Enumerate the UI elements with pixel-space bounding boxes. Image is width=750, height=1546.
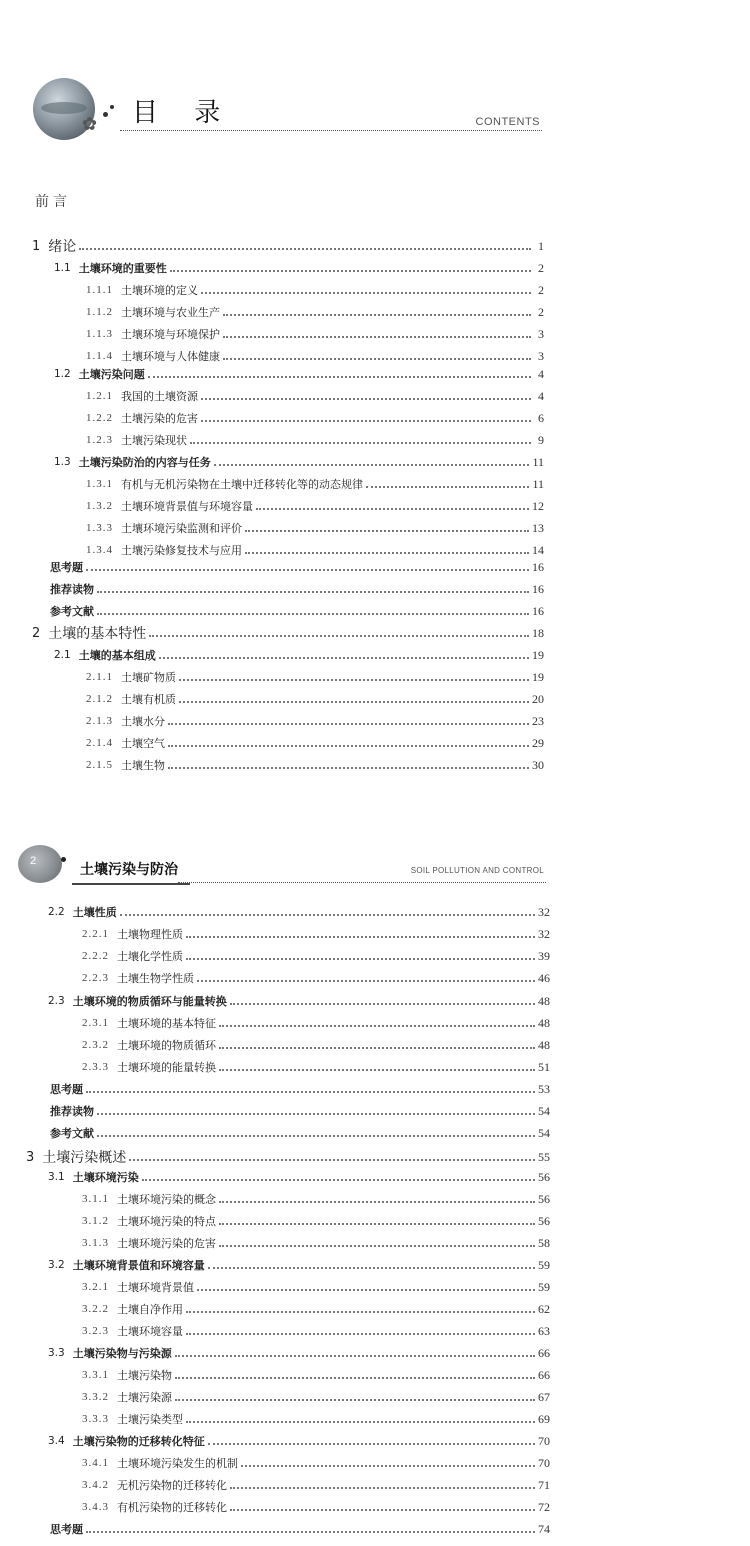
toc-entry-page: 72	[538, 1499, 550, 1514]
toc-entry-title: 土壤环境的物质循环与能量转换	[72, 995, 227, 1008]
toc-entry-page: 2	[538, 304, 544, 319]
toc-entry-title: 土壤矿物质	[121, 671, 176, 684]
toc-entry-title: 土壤环境容量	[117, 1325, 183, 1338]
toc-entry-page: 19	[532, 647, 544, 662]
flower-icon: ✿	[82, 114, 98, 135]
dot-leader	[129, 1159, 535, 1161]
toc-entry-number: 2.1.3	[86, 715, 113, 727]
toc-entry[interactable]	[82, 1299, 550, 1319]
toc-page2-header	[18, 845, 546, 890]
toc-entry-number: 3.2.1	[82, 1281, 109, 1293]
toc-entry-number: 3.1.3	[82, 1237, 109, 1249]
toc-entry[interactable]	[86, 408, 544, 428]
dot-leader	[186, 936, 535, 938]
dot-leader	[241, 1465, 535, 1467]
toc-entry-title: 土壤环境背景值与环境容量	[121, 500, 253, 513]
dot-leader	[97, 1135, 535, 1137]
toc-entry[interactable]	[86, 346, 544, 366]
toc-entry-title: 土壤有机质	[121, 693, 176, 706]
toc-entry-title: 土壤空气	[121, 737, 165, 750]
toc-entry-title: 土壤污染问题	[78, 368, 145, 381]
toc-entry-page: 70	[538, 1433, 550, 1448]
toc-entry-title: 土壤环境与人体健康	[121, 350, 220, 363]
toc-entry[interactable]	[82, 1233, 550, 1253]
toc-entry-page: 16	[532, 559, 544, 574]
toc-entry-number: 3.4.2	[82, 1479, 109, 1491]
toc-entry[interactable]	[86, 689, 544, 709]
toc-entry-page: 30	[532, 757, 544, 772]
dot-leader	[219, 1047, 535, 1049]
toc-entry-title: 土壤环境的定义	[121, 284, 198, 297]
toc-entry-title: 土壤环境的能量转换	[117, 1061, 216, 1074]
toc-entry[interactable]	[86, 474, 544, 494]
toc-entry[interactable]	[50, 1079, 550, 1099]
toc-entry-title: 土壤污染物与污染源	[72, 1347, 172, 1360]
dot-leader	[214, 464, 530, 466]
toc-entry-title: 土壤物理性质	[117, 928, 183, 941]
toc-entry[interactable]	[86, 711, 544, 731]
toc-entry[interactable]	[86, 386, 544, 406]
page-title: 目 录	[132, 98, 235, 128]
toc-entry-title: 土壤环境背景值和环境容量	[72, 1259, 205, 1272]
toc-entry-title: 土壤生物学性质	[117, 972, 194, 985]
toc-entry-title: 土壤污染物的迁移转化特征	[72, 1435, 205, 1448]
toc-entry-title: 土壤环境的基本特征	[117, 1017, 216, 1030]
toc-entry-title: 土壤环境污染发生的机制	[117, 1457, 238, 1470]
dot-leader	[223, 314, 531, 316]
toc-entry-page: 11	[532, 454, 544, 469]
toc-entry[interactable]	[48, 1343, 550, 1363]
toc-entry-number: 2.3.2	[82, 1039, 109, 1051]
toc-entry-number: 3.3.1	[82, 1369, 109, 1381]
dot-leader	[179, 701, 529, 703]
toc-entry-page: 71	[538, 1477, 550, 1492]
toc-entry-page: 2	[538, 282, 544, 297]
toc-entry-page: 14	[532, 542, 544, 557]
toc-entry-number: 2.3	[48, 995, 65, 1007]
toc-entry-page: 12	[532, 498, 544, 513]
toc-entry-number: 2	[32, 625, 41, 641]
toc-entry-number: 3.3.3	[82, 1413, 109, 1425]
toc-entry-number: 2.1.1	[86, 671, 113, 683]
toc-entry-number: 1.2.2	[86, 412, 113, 424]
toc-entry-number: 3.4	[48, 1435, 65, 1447]
dot-leader	[159, 657, 529, 659]
toc-entry[interactable]	[32, 236, 544, 256]
toc-entry[interactable]	[82, 1013, 550, 1033]
toc-entry-number: 1.3	[54, 456, 71, 468]
toc-entry-number: 3.1.1	[82, 1193, 109, 1205]
dot-leader	[186, 1421, 535, 1423]
dot-leader	[208, 1267, 535, 1269]
toc-entry-title: 土壤环境污染的特点	[117, 1215, 216, 1228]
dot-leader	[148, 376, 531, 378]
dot-leader	[142, 1179, 535, 1181]
toc-entry-number: 3.1	[48, 1171, 65, 1183]
toc-entry-page: 1	[538, 238, 544, 253]
toc-entry-number: 1.3.1	[86, 478, 113, 490]
toc-entry-number: 2.2.3	[82, 972, 109, 984]
toc-entry-number: 2.1.5	[86, 759, 113, 771]
toc-entry[interactable]	[26, 1147, 550, 1167]
toc-entry-page: 20	[532, 691, 544, 706]
toc-entry-page: 46	[538, 970, 550, 985]
toc-entry-number: 1.2.3	[86, 434, 113, 446]
dot-leader	[97, 1113, 535, 1115]
toc-entry[interactable]	[82, 1387, 550, 1407]
toc-entry-title: 土壤污染现状	[121, 434, 187, 447]
page-number-label: 2	[30, 855, 37, 867]
toc-entry-title: 土壤污染类型	[117, 1413, 183, 1426]
dot-leader	[230, 1003, 535, 1005]
toc-entry-title: 土壤污染源	[117, 1391, 172, 1404]
dot-leader	[208, 1443, 535, 1445]
toc-entry-number: 2.2.1	[82, 928, 109, 940]
dot-leader	[175, 1355, 535, 1357]
running-title: 土壤污染与防治	[80, 859, 178, 879]
dot-leader	[79, 248, 531, 250]
toc-entry-title: 土壤自净作用	[117, 1303, 183, 1316]
toc-entry[interactable]	[82, 924, 550, 944]
toc-entry-page: 3	[538, 348, 544, 363]
toc-entry-page: 48	[538, 993, 550, 1008]
toc-entry-page: 3	[538, 326, 544, 341]
toc-entry-page: 32	[538, 926, 550, 941]
toc-entry-number: 2.3.1	[82, 1017, 109, 1029]
toc-entry[interactable]	[82, 1365, 550, 1385]
toc-entry[interactable]	[82, 1409, 550, 1429]
dot-leader	[97, 613, 529, 615]
toc-entry-number: 2.2	[48, 906, 65, 918]
toc-entry-title: 无机污染物的迁移转化	[117, 1479, 227, 1492]
toc-entry[interactable]	[48, 1255, 550, 1275]
dot-leader	[219, 1025, 535, 1027]
toc-entry[interactable]	[86, 430, 544, 450]
header-dotted-rule	[178, 882, 546, 883]
dot-leader	[219, 1201, 535, 1203]
toc-entry-title: 我国的土壤资源	[121, 390, 198, 403]
toc-entry-page: 32	[538, 904, 550, 919]
toc-page1-header	[30, 72, 542, 142]
toc-entry-title: 参考文献	[50, 1127, 94, 1140]
dot-leader	[245, 552, 529, 554]
toc-entry-page: 62	[538, 1301, 550, 1316]
toc-entry-page: 48	[538, 1037, 550, 1052]
toc-entry-title: 土壤污染的危害	[121, 412, 198, 425]
toc-entry-title: 土壤的基本特性	[48, 626, 147, 642]
toc-entry-page: 66	[538, 1345, 550, 1360]
toc-entry[interactable]	[50, 557, 544, 577]
toc-entry[interactable]	[50, 601, 544, 621]
toc-entry-number: 1.1.2	[86, 306, 113, 318]
toc-entry-number: 3	[26, 1149, 35, 1165]
toc-entry-page: 11	[532, 476, 544, 491]
toc-entry[interactable]	[82, 1211, 550, 1231]
dot-leader	[186, 958, 535, 960]
dot-leader	[179, 679, 529, 681]
toc-entry-page: 18	[532, 625, 544, 640]
dot-icon	[103, 112, 108, 117]
toc-entry[interactable]	[54, 364, 544, 384]
toc-entry-title: 土壤污染概述	[42, 1150, 127, 1166]
toc-entry-title: 土壤水分	[121, 715, 165, 728]
dot-leader	[201, 420, 531, 422]
toc-entry-number: 3.3	[48, 1347, 65, 1359]
toc-entry-number: 1.1.1	[86, 284, 113, 296]
toc-entry-page: 67	[538, 1389, 550, 1404]
dot-leader	[186, 1311, 535, 1313]
toc-entry-title: 土壤污染修复技术与应用	[121, 544, 242, 557]
toc-entry-number: 1.2.1	[86, 390, 113, 402]
dot-leader	[86, 1531, 535, 1533]
toc-entry[interactable]	[54, 645, 544, 665]
toc-entry-number: 3.1.2	[82, 1215, 109, 1227]
dot-leader	[170, 270, 531, 272]
toc-entry-title: 绪论	[48, 239, 77, 255]
toc-entry-number: 1	[32, 238, 41, 254]
dot-leader	[86, 569, 529, 571]
dot-leader	[256, 508, 529, 510]
dot-leader	[120, 914, 535, 916]
toc-entry-page: 56	[538, 1169, 550, 1184]
toc-entry-title: 推荐读物	[50, 1105, 94, 1118]
toc-entry-number: 1.1.3	[86, 328, 113, 340]
toc-entry-page: 13	[532, 520, 544, 535]
toc-entry[interactable]	[48, 1431, 550, 1451]
dot-icon	[110, 105, 114, 109]
dot-leader	[168, 723, 529, 725]
dot-leader	[245, 530, 529, 532]
toc-entry[interactable]	[48, 991, 550, 1011]
toc-entry-title: 土壤环境的重要性	[78, 262, 167, 275]
toc-entry-number: 2.1	[54, 649, 71, 661]
toc-entry-page: 4	[538, 388, 544, 403]
toc-entry-number: 3.3.2	[82, 1391, 109, 1403]
toc-entry[interactable]	[82, 1321, 550, 1341]
toc-entry-number: 3.4.3	[82, 1501, 109, 1513]
toc-entry-page: 56	[538, 1213, 550, 1228]
toc-entry-page: 56	[538, 1191, 550, 1206]
toc-entry-page: 16	[532, 581, 544, 596]
toc-entry-title: 推荐读物	[50, 583, 94, 596]
toc-entry[interactable]	[50, 1101, 550, 1121]
dot-leader	[175, 1399, 535, 1401]
dot-leader	[190, 442, 531, 444]
toc-entry-page: 16	[532, 603, 544, 618]
toc-entry-page: 54	[538, 1103, 550, 1118]
toc-entry[interactable]	[82, 946, 550, 966]
toc-entry[interactable]	[82, 1453, 550, 1473]
toc-entry[interactable]	[86, 302, 544, 322]
dot-leader	[168, 767, 529, 769]
toc-entry[interactable]	[48, 902, 550, 922]
toc-entry-page: 2	[538, 260, 544, 275]
toc-entry-page: 23	[532, 713, 544, 728]
toc-entry-page: 6	[538, 410, 544, 425]
toc-entry-page: 48	[538, 1015, 550, 1030]
toc-entry-page: 59	[538, 1257, 550, 1272]
contents-label: CONTENTS	[475, 116, 540, 128]
toc-entry-number: 1.2	[54, 368, 71, 380]
toc-entry-title: 土壤环境与农业生产	[121, 306, 220, 319]
dot-leader	[219, 1069, 535, 1071]
toc-entry-title: 土壤环境背景值	[117, 1281, 194, 1294]
toc-entry-page: 66	[538, 1367, 550, 1382]
toc-entry-title: 参考文献	[50, 605, 94, 618]
toc-entry[interactable]	[82, 1057, 550, 1077]
toc-entry[interactable]	[82, 968, 550, 988]
toc-entry-title: 土壤环境污染的概念	[117, 1193, 216, 1206]
toc-entry[interactable]	[32, 623, 544, 643]
dot-leader	[219, 1223, 535, 1225]
toc-entry[interactable]	[86, 280, 544, 300]
toc-entry-title: 有机污染物的迁移转化	[117, 1501, 227, 1514]
toc-entry-number: 2.2.2	[82, 950, 109, 962]
toc-entry[interactable]	[82, 1497, 550, 1517]
dot-leader	[201, 292, 531, 294]
toc-entry-page: 58	[538, 1235, 550, 1250]
toc-entry[interactable]	[86, 496, 544, 516]
toc-entry[interactable]	[50, 1123, 550, 1143]
toc-entry[interactable]	[82, 1475, 550, 1495]
toc-entry[interactable]	[54, 258, 544, 278]
toc-entry[interactable]	[48, 1167, 550, 1187]
toc-entry[interactable]	[86, 324, 544, 344]
toc-entry-title: 有机与无机污染物在土壤中迁移转化等的动态规律	[121, 478, 363, 491]
toc-entry-page: 63	[538, 1323, 550, 1338]
toc-entry-title: 土壤环境污染监测和评价	[121, 522, 242, 535]
toc-entry-number: 1.3.4	[86, 544, 113, 556]
toc-entry[interactable]	[50, 579, 544, 599]
dot-leader	[175, 1377, 535, 1379]
toc-entry-title: 土壤污染防治的内容与任务	[78, 456, 211, 469]
toc-entry-page: 29	[532, 735, 544, 750]
dot-leader	[168, 745, 529, 747]
running-subtitle: SOIL POLLUTION AND CONTROL	[410, 866, 544, 875]
toc-entry-number: 2.1.2	[86, 693, 113, 705]
toc-entry-page: 54	[538, 1125, 550, 1140]
toc-entry-number: 2.1.4	[86, 737, 113, 749]
toc-entry-number: 3.2.2	[82, 1303, 109, 1315]
toc-entry-title: 土壤环境与环境保护	[121, 328, 220, 341]
toc-entry-page: 4	[538, 366, 544, 381]
dot-leader	[223, 336, 531, 338]
dot-leader	[97, 591, 529, 593]
toc-entry-page: 74	[538, 1521, 550, 1536]
dot-leader	[86, 1091, 535, 1093]
toc-entry[interactable]	[82, 1035, 550, 1055]
toc-entry-title: 思考题	[50, 561, 83, 574]
dot-leader	[230, 1487, 535, 1489]
toc-entry-page: 70	[538, 1455, 550, 1470]
dot-icon	[61, 857, 66, 862]
dot-leader	[201, 398, 531, 400]
dot-leader	[149, 635, 529, 637]
toc-entry-title: 土壤的基本组成	[78, 649, 156, 662]
toc-entry-title: 思考题	[50, 1083, 83, 1096]
toc-entry-title: 土壤环境污染的危害	[117, 1237, 216, 1250]
toc-entry[interactable]	[86, 755, 544, 775]
dot-leader	[186, 1333, 535, 1335]
toc-entry-title: 土壤环境污染	[72, 1171, 139, 1184]
dot-leader	[366, 486, 529, 488]
toc-entry-page: 69	[538, 1411, 550, 1426]
toc-entry-title: 思考题	[50, 1523, 83, 1536]
toc-entry-page: 53	[538, 1081, 550, 1096]
toc-entry[interactable]	[86, 667, 544, 687]
preface-entry[interactable]: 前言	[35, 194, 71, 210]
dot-leader	[223, 358, 531, 360]
toc-entry-page: 9	[538, 432, 544, 447]
toc-entry-title: 土壤性质	[72, 906, 117, 919]
toc-entry[interactable]	[82, 1189, 550, 1209]
toc-entry-page: 55	[538, 1149, 550, 1164]
dot-leader	[197, 980, 535, 982]
toc-entry-page: 59	[538, 1279, 550, 1294]
dot-leader	[219, 1245, 535, 1247]
toc-entry-title: 土壤环境的物质循环	[117, 1039, 216, 1052]
toc-entry-page: 51	[538, 1059, 550, 1074]
toc-entry-title: 土壤化学性质	[117, 950, 183, 963]
toc-entry-number: 1.1	[54, 262, 71, 274]
toc-entry-page: 39	[538, 948, 550, 963]
toc-entry-title: 土壤污染物	[117, 1369, 172, 1382]
toc-entry[interactable]	[86, 518, 544, 538]
toc-entry-number: 3.2	[48, 1259, 65, 1271]
page-number-badge	[18, 845, 62, 883]
toc-entry-number: 1.3.3	[86, 522, 113, 534]
toc-entry-number: 3.4.1	[82, 1457, 109, 1469]
toc-entry[interactable]	[50, 1519, 550, 1539]
dot-leader	[230, 1509, 535, 1511]
dot-leader	[197, 1289, 535, 1291]
toc-entry-title: 土壤生物	[121, 759, 165, 772]
toc-entry-number: 3.2.3	[82, 1325, 109, 1337]
toc-entry[interactable]	[82, 1277, 550, 1297]
toc-entry-number: 1.3.2	[86, 500, 113, 512]
toc-entry[interactable]	[54, 452, 544, 472]
toc-entry-number: 2.3.3	[82, 1061, 109, 1073]
toc-entry-page: 19	[532, 669, 544, 684]
toc-entry[interactable]	[86, 733, 544, 753]
header-dotted-rule	[120, 130, 542, 131]
toc-entry-number: 1.1.4	[86, 350, 113, 362]
